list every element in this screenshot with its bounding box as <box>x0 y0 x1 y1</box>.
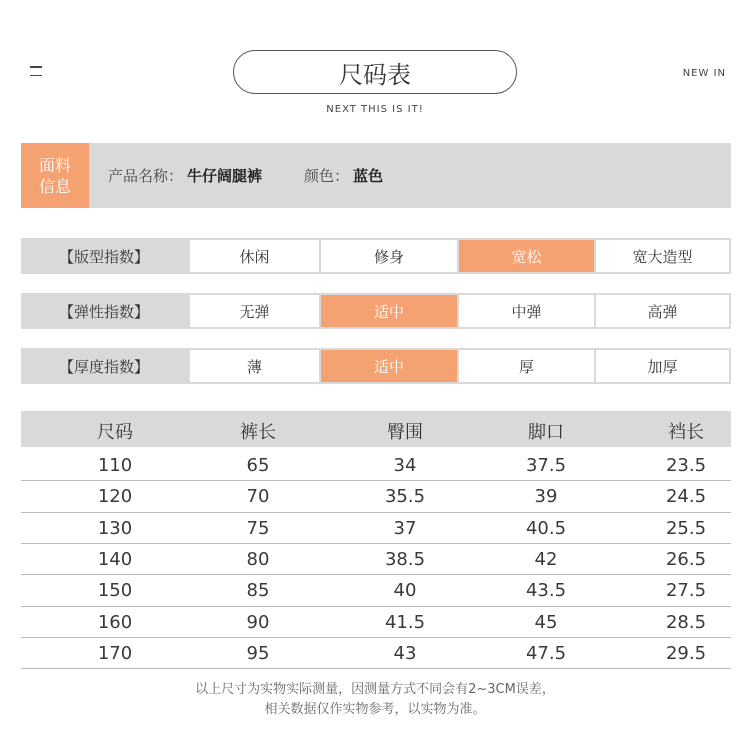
row-divider <box>21 512 731 513</box>
row-divider <box>21 574 731 575</box>
index-option: 宽大造型 <box>596 240 729 272</box>
size-cell: 39 <box>534 486 558 508</box>
index-option: 适中 <box>321 295 457 327</box>
size-cell: 110 <box>97 455 133 476</box>
size-header-cell: 尺码 <box>97 422 133 443</box>
index-option: 中弹 <box>459 295 594 327</box>
index-option: 厚 <box>459 350 594 382</box>
size-cell: 170 <box>97 642 133 664</box>
row-divider <box>21 543 731 544</box>
menu-icon[interactable] <box>30 66 42 83</box>
size-cell: 24.5 <box>665 486 707 508</box>
index-label: 【弹性指数】 <box>58 302 149 321</box>
size-cell: 37.5 <box>525 455 567 476</box>
size-cell: 140 <box>97 548 133 570</box>
row-divider <box>21 668 731 669</box>
page-subtitle: NEXT THIS IS IT! <box>326 104 424 115</box>
size-cell: 25.5 <box>665 517 707 539</box>
size-cell: 75 <box>246 517 270 539</box>
color-value: 蓝色 <box>353 167 384 185</box>
size-cell: 47.5 <box>525 642 567 664</box>
size-header-cell: 臀围 <box>387 422 423 443</box>
size-cell: 29.5 <box>665 642 707 664</box>
note-line2: 相关数据仅作实物参考，以实物为准。 <box>264 702 486 717</box>
index-option: 修身 <box>321 240 457 272</box>
size-cell: 37 <box>393 517 417 539</box>
size-cell: 40.5 <box>525 517 567 539</box>
size-cell: 95 <box>246 642 270 664</box>
note-line1: 以上尺寸为实物实际测量，因测量方式不同会有2~3CM误差， <box>195 682 555 697</box>
size-cell: 70 <box>246 486 270 508</box>
size-cell: 90 <box>246 611 270 633</box>
measurement-note <box>0 680 750 720</box>
fabric-tag-line1: 面料 <box>38 155 71 175</box>
index-option: 薄 <box>190 350 319 382</box>
index-label: 【厚度指数】 <box>58 357 149 376</box>
size-cell: 35.5 <box>384 486 426 508</box>
size-cell: 27.5 <box>665 580 707 602</box>
fabric-tag <box>21 143 89 208</box>
size-cell: 80 <box>246 548 270 570</box>
fabric-tag-line2: 信息 <box>38 176 71 196</box>
product-name-label: 产品名称： <box>108 167 184 185</box>
row-divider <box>21 637 731 638</box>
index-label: 【版型指数】 <box>58 247 149 266</box>
size-cell: 160 <box>97 611 133 633</box>
size-cell: 85 <box>246 580 270 602</box>
size-cell: 41.5 <box>384 611 426 633</box>
size-cell: 45 <box>534 611 558 633</box>
size-cell: 23.5 <box>665 455 707 476</box>
size-cell: 28.5 <box>665 611 707 633</box>
size-cell: 43.5 <box>525 580 567 602</box>
index-option: 适中 <box>321 350 457 382</box>
size-cell: 120 <box>97 486 133 508</box>
size-cell: 42 <box>534 548 558 570</box>
size-cell: 38.5 <box>384 548 426 570</box>
size-cell: 34 <box>393 455 417 476</box>
index-option: 宽松 <box>459 240 594 272</box>
size-header-cell: 裆长 <box>668 422 704 443</box>
index-option: 无弹 <box>190 295 319 327</box>
size-cell: 65 <box>246 455 270 476</box>
size-cell: 40 <box>393 580 417 602</box>
row-divider <box>21 480 731 481</box>
index-option: 加厚 <box>596 350 729 382</box>
size-cell: 26.5 <box>665 548 707 570</box>
size-cell: 43 <box>393 642 417 664</box>
index-option: 高弹 <box>596 295 729 327</box>
size-header-cell: 裤长 <box>240 422 276 443</box>
color-label: 颜色： <box>304 167 350 185</box>
index-option: 休闲 <box>190 240 319 272</box>
new-in-label: NEW IN <box>682 68 726 79</box>
page-title: 尺码表 <box>233 50 517 94</box>
size-header-cell: 脚口 <box>528 422 564 443</box>
row-divider <box>21 606 731 607</box>
size-cell: 130 <box>97 517 133 539</box>
product-name-value: 牛仔阔腿裤 <box>187 167 263 185</box>
fabric-info <box>108 165 383 186</box>
size-cell: 150 <box>97 580 133 602</box>
